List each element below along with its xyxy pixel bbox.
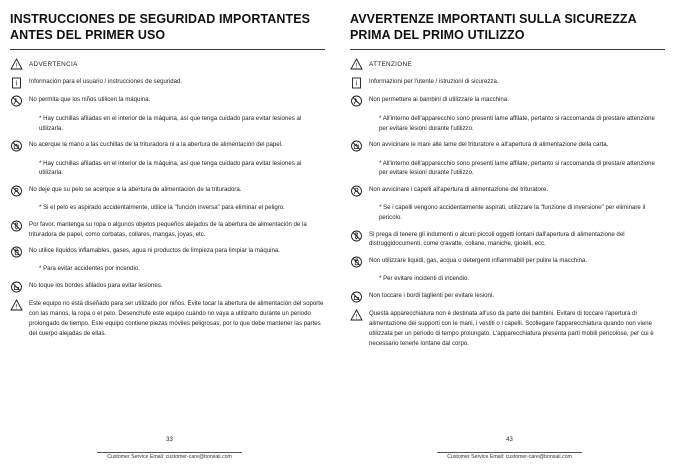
icon-spacer	[350, 202, 369, 203]
page-title-italian: AVVERTENZE IMPORTANTI SULLA SICUREZZA PRIMA DEL PRIMO UTILIZZO	[350, 12, 637, 42]
safety-item	[10, 94, 325, 107]
safety-item-text: No toque los bordes afilados para evitar lesiones.	[29, 281, 163, 289]
no-hair-icon	[10, 184, 29, 197]
page-title-spanish: INSTRUCCIONES DE SEGURIDAD IMPORTANTES ANTES DEL PRIMER USO	[10, 12, 311, 42]
safety-note	[350, 113, 665, 134]
no-hand-blades-icon	[10, 139, 29, 152]
customer-service-contact: Customer Service Email: customer-care@bonsaii.com	[437, 452, 582, 461]
safety-note-text: * Para evitar accidentes por incendio.	[39, 265, 140, 273]
safety-item	[350, 139, 665, 152]
safety-note-text: * Se i capelli vengono accidentalmente aspirati, utilizzare la "funzione di inversione" per eliminare il pericolo.	[379, 204, 646, 222]
no-tie-icon	[10, 219, 29, 232]
svg-text:!: !	[355, 62, 358, 70]
warning-triangle-icon	[350, 308, 369, 321]
icon-spacer	[10, 113, 29, 114]
manual-book-icon	[10, 76, 29, 89]
safety-item-text: ATTENZIONE	[369, 61, 412, 68]
safety-note-text: * Per evitare incidenti di incendio.	[379, 275, 470, 283]
safety-item-text: Informazioni per l'utente / istruzioni di sicurezza.	[369, 77, 499, 85]
safety-item-text: Questa apparecchiatura non è destinata all'uso da parte dei bambini. Evitare di toccare l'apertura di alimentazione dei supporti con le mani, i vestiti o i capelli. Scollegare l'apparecchiatura quando non viene utilizzata per un periodo di tempo prolungato. L'apparecchiatura presenta parti mobili pericolose, per cui è necessario tenerle lontane dal corpo.	[369, 310, 654, 347]
safety-item-text: No deje que su pelo se acerque a la abertura de alimentación de la trituradora.	[29, 185, 242, 193]
svg-text:i: i	[15, 80, 18, 88]
column-spanish	[0, 0, 339, 468]
safety-note-text: * Hay cuchillas afiladas en el interior de la máquina, así que tenga cuidado para evitar lesiones al utilizarla.	[39, 114, 302, 132]
safety-item-text: Non avvicinare le mani alle lame del trituratore e all'apertura di alimentazione della carta.	[369, 141, 609, 149]
safety-item	[10, 245, 325, 258]
no-children-icon	[10, 94, 29, 107]
safety-item	[10, 184, 325, 197]
footer-left	[0, 437, 339, 463]
safety-note	[10, 263, 325, 274]
icon-spacer	[350, 113, 369, 114]
safety-item	[10, 139, 325, 152]
column-italian	[340, 0, 679, 468]
icon-spacer	[350, 158, 369, 159]
warning-triangle-icon	[10, 57, 29, 70]
page-number: 43	[506, 437, 513, 443]
warning-triangle-icon	[10, 298, 29, 311]
safety-note-text: * All'interno dell'apparecchio sono presenti lame affilate, pertanto si raccomanda di prestare attenzione per evitare lesioni durante l'utilizzo.	[379, 159, 655, 177]
safety-item	[10, 280, 325, 293]
safety-item-text: No acerque la mano a las cuchillas de la trituradora ni a la abertura de alimentación del papel.	[29, 141, 283, 149]
safety-item-text: Non toccare i bordi taglienti per evitare lesioni.	[369, 291, 494, 299]
footer-right	[340, 437, 679, 463]
safety-item	[350, 184, 665, 197]
safety-note-text: * Hay cuchillas afiladas en el interior de la máquina, así que tenga cuidado para evitar lesiones al utilizarla.	[39, 159, 302, 177]
svg-text:!: !	[15, 303, 18, 311]
safety-item-text: Por favor, mantenga su ropa o algunos objetos pequeños alejados de la abertura de alimentación de la trituradora de papel, como corbatas, collares, mangas, joyas, etc.	[29, 220, 307, 238]
safety-note	[10, 202, 325, 213]
icon-spacer	[10, 202, 29, 203]
icon-spacer	[10, 263, 29, 264]
no-spray-icon	[350, 255, 369, 268]
safety-item-text: No utilice líquidos inflamables, gases, agua ni productos de limpieza para limpiar la máquina.	[29, 246, 280, 254]
no-hand-blades-icon	[350, 139, 369, 152]
svg-text:i: i	[355, 80, 358, 88]
safety-item	[10, 57, 325, 70]
safety-note	[350, 202, 665, 223]
safety-note-text: * Si el pelo es aspirado accidentalmente, utilice la "función inversa" para eliminar el peligro.	[39, 204, 285, 212]
page-number: 33	[166, 437, 173, 443]
safety-item	[350, 255, 665, 268]
safety-item-text: Este equipo no está diseñado para ser utilizado por niños. Evite tocar la abertura de alimentación del soporte con las manos, la ropa o el pelo. Desenchufe este equipo cuando no vaya a utilizarlo durante un periodo prolongado de tiempo. Este equipo contiene piezas móviles peligrosas, por lo que debe mantener las partes del cuerpo alejadas de ellas.	[29, 300, 324, 337]
safety-item	[350, 57, 665, 70]
no-spray-icon	[10, 245, 29, 258]
title-divider-left	[10, 49, 325, 50]
svg-text:!: !	[15, 62, 18, 70]
safety-note-text: * All'interno dell'apparecchio sono presenti lame affilate, pertanto si raccomanda di prestare attenzione per evitare lesioni durante l'utilizzo.	[379, 114, 655, 132]
icon-spacer	[10, 158, 29, 159]
safety-item-text: Non utilizzare liquidi, gas, acqua o detergenti infiammabili per pulire la macchina.	[369, 256, 588, 264]
safety-item	[10, 298, 325, 338]
no-tie-icon	[350, 229, 369, 242]
safety-item	[350, 76, 665, 89]
safety-item	[10, 219, 325, 240]
no-touch-edge-icon	[350, 290, 369, 303]
no-touch-edge-icon	[10, 280, 29, 293]
safety-note	[350, 273, 665, 284]
icon-spacer	[350, 273, 369, 274]
safety-item	[10, 76, 325, 89]
warning-triangle-icon	[350, 57, 369, 70]
safety-note	[10, 113, 325, 134]
manual-book-icon	[350, 76, 369, 89]
no-hair-icon	[350, 184, 369, 197]
no-children-icon	[350, 94, 369, 107]
customer-service-contact: Customer Service Email: customer-care@bonsaii.com	[97, 452, 242, 461]
safety-item	[350, 290, 665, 303]
safety-note	[350, 158, 665, 179]
safety-item-text: Si prega di tenere gli indumenti o alcuni piccoli oggetti lontani dall'apertura di alimentazione del distruggidocumenti, come cravatte, collane, maniche, gioielli, ecc.	[369, 230, 625, 248]
safety-item	[350, 229, 665, 250]
safety-item-text: Información para el usuario / instrucciones de seguridad.	[29, 77, 183, 85]
title-divider-right	[350, 49, 665, 50]
safety-note	[10, 158, 325, 179]
svg-text:!: !	[355, 313, 358, 321]
safety-item-text: ADVERTENCIA	[29, 61, 78, 68]
safety-item-text: No permita que los niños utilicen la máquina.	[29, 96, 151, 104]
safety-item	[350, 94, 665, 107]
safety-item	[350, 308, 665, 348]
safety-item-text: Non permettere ai bambini di utilizzare la macchina.	[369, 96, 509, 104]
safety-item-text: Non avvicinare i capelli all'apertura di alimentazione del trituratore.	[369, 185, 548, 193]
